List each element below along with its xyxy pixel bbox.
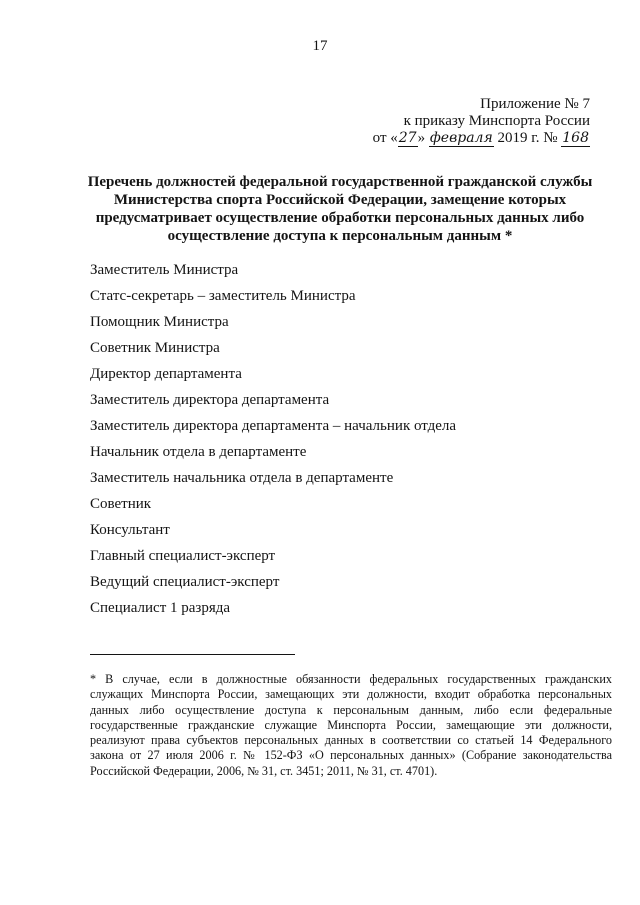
title-line: Министерства спорта Российской Федерации, замещение которых [113, 192, 567, 208]
title-line: осуществление доступа к персональным данным * [167, 228, 513, 244]
list-item: Консультант [90, 522, 170, 538]
appendix-header [330, 96, 590, 147]
list-item: Советник Министра [90, 340, 220, 356]
appendix-order-reference: к приказу Минспорта России [403, 113, 590, 129]
date-month-handwritten: февраля [429, 130, 493, 146]
list-item: Заместитель директора департамента [90, 392, 330, 408]
title-line: предусматривает осуществление обработки персональных данных либо [95, 210, 585, 226]
list-item: Заместитель Министра [90, 262, 239, 278]
list-item: Главный специалист-эксперт [90, 548, 276, 564]
positions-list [90, 262, 590, 626]
list-item: Директор департамента [90, 366, 242, 382]
footnote-line: * В случае, если в должностные обязанности федеральных государственных гражданских [90, 672, 612, 686]
document-title [70, 173, 610, 245]
list-item: Заместитель директора департамента – начальник отдела [90, 418, 457, 434]
list-item: Статс-секретарь – заместитель Министра [90, 288, 356, 304]
page-number: 17 [312, 38, 328, 54]
footnote-divider [90, 654, 295, 655]
footnote [90, 672, 612, 779]
footnote-line: реализуют права субъектов персональных данных в соответствии со статьей 14 Федерального [90, 733, 612, 748]
list-item: Специалист 1 разряда [90, 600, 231, 616]
footnote-line: данных либо осуществление доступа к персональным данным, либо если федеральные [90, 702, 612, 717]
appendix-title: Приложение № 7 [480, 96, 590, 112]
footnote-line: служащих Минспорта России, замещающих эти должности, входит обработка персональных [90, 687, 612, 702]
list-item: Помощник Министра [90, 314, 229, 330]
date-day-handwritten: 27 [398, 130, 417, 146]
footnote-line: государственные гражданские служащие Минспорта России, замещающие эти должности, [90, 717, 612, 732]
footnote-line: закона от 27 июля 2006 г. № 152-ФЗ «О персональных данных» (Собрание законодательства [90, 748, 612, 763]
footnote-line: Российской Федерации, 2006, № 31, ст. 3451; 2011, № 31, ст. 4701). [90, 763, 438, 778]
list-item: Заместитель начальника отдела в департаменте [90, 470, 394, 486]
title-line: Перечень должностей федеральной государственной гражданской службы [87, 174, 593, 190]
list-item: Начальник отдела в департаменте [90, 444, 307, 460]
date-mid: » [417, 130, 429, 146]
appendix-date-line [330, 130, 590, 147]
list-item: Ведущий специалист-эксперт [90, 574, 280, 590]
date-prefix: от « [372, 130, 398, 146]
order-number-handwritten: 168 [562, 130, 589, 146]
date-year: 2019 г. № [493, 130, 562, 146]
list-item: Советник [90, 496, 152, 512]
